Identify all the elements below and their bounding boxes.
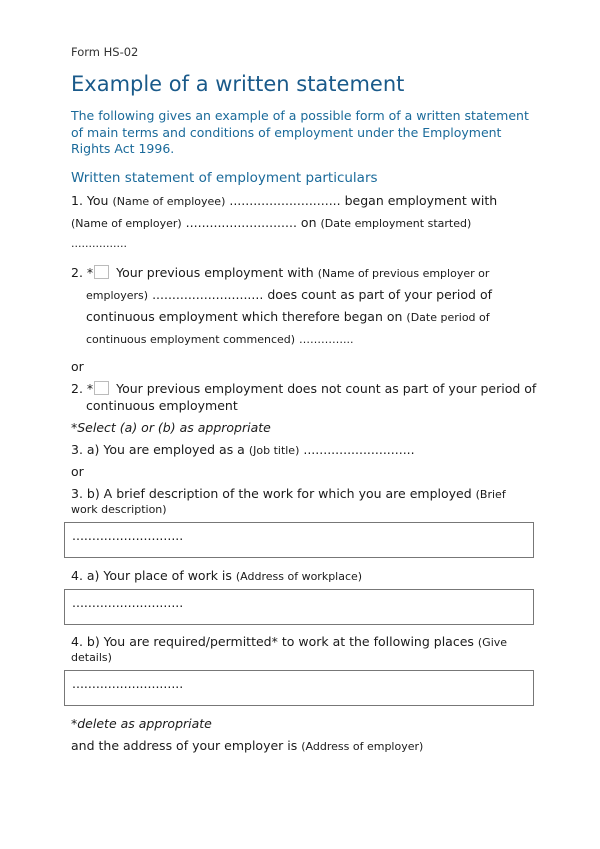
work-description-hint1: (Brief (475, 488, 506, 501)
or-separator-1: or (71, 359, 84, 374)
employer-address-hint: (Address of employer) (301, 740, 424, 753)
prev-employer-hint2: employers) (86, 289, 149, 302)
employee-name-field[interactable]: ............................ (229, 193, 341, 208)
or-separator-2: or (71, 464, 84, 479)
item4b-line1 (71, 634, 507, 649)
places-details-box[interactable] (64, 670, 534, 706)
item2a-text3: continuous employment which therefore began on (86, 309, 403, 324)
delete-note: *delete as appropriate (71, 716, 212, 731)
item1-began-text: began employment with (344, 193, 498, 208)
item1-prefix: 1. You (71, 193, 109, 208)
continuous-date-hint2: continuous employment commenced) (86, 333, 296, 346)
workplace-address-hint: (Address of workplace) (235, 570, 363, 583)
form-code: Form HS-02 (71, 45, 139, 59)
workplace-address-box[interactable] (64, 589, 534, 625)
workplace-address-dots: ............................ (72, 595, 184, 610)
item2a-text1: Your previous employment with (116, 265, 314, 280)
job-title-field[interactable]: ............................ (303, 442, 415, 457)
item2b-prefix: 2. * (71, 381, 94, 396)
item2a-line3 (86, 309, 490, 324)
item2b-checkbox[interactable] (94, 381, 109, 395)
item3b-text: 3. b) A brief description of the work for which you are employed (71, 486, 472, 501)
prev-employer-field[interactable]: ............................ (152, 287, 264, 302)
employer-address-line (71, 738, 423, 753)
prev-employer-hint1: (Name of previous employer or (317, 267, 490, 280)
item4a-text: 4. a) Your place of work is (71, 568, 232, 583)
item2b-text1: Your previous employment does not count as part of your period of (116, 381, 537, 396)
item3b-line1 (71, 486, 506, 501)
item4b-text: 4. b) You are required/permitted* to work at the following places (71, 634, 474, 649)
work-description-box[interactable] (64, 522, 534, 558)
work-description-hint2: work description) (71, 503, 167, 516)
start-date-field[interactable]: ................ (71, 237, 127, 250)
item2a-text2: does count as part of your period of (267, 287, 493, 302)
page-title: Example of a written statement (71, 72, 405, 96)
continuous-date-hint1: (Date period of (406, 311, 490, 324)
select-note: *Select (a) or (b) as appropriate (71, 420, 271, 435)
intro-paragraph: The following gives an example of a possible form of a written statement of main terms and conditions of employment under the Employment Rights Act 1996. (71, 108, 529, 156)
start-date-hint: (Date employment started) (320, 217, 472, 230)
item2a-prefix: 2. * (71, 265, 94, 280)
item3a-text: 3. a) You are employed as a (71, 442, 245, 457)
section-title: Written statement of employment particulars (71, 170, 378, 186)
places-details-hint1: (Give (477, 636, 508, 649)
item4a-line (71, 568, 362, 583)
item2b-line1 (71, 381, 536, 396)
item3a-line (71, 442, 415, 457)
continuous-date-field[interactable]: …………... (299, 333, 354, 346)
item1-line2 (71, 215, 471, 230)
item2a-checkbox[interactable] (94, 265, 109, 279)
employer-address-text: and the address of your employer is (71, 738, 298, 753)
places-details-hint2: details) (71, 651, 112, 664)
job-title-hint: (Job title) (248, 444, 300, 457)
work-description-dots: ............................ (72, 528, 184, 543)
item2b-text2: continuous employment (86, 398, 238, 413)
item2a-line4 (86, 331, 354, 346)
employer-name-hint: (Name of employer) (71, 217, 182, 230)
employee-name-hint: (Name of employee) (112, 195, 226, 208)
item2a-line2 (86, 287, 492, 302)
places-details-dots: ............................ (72, 676, 184, 691)
item1-on-text: on (300, 215, 317, 230)
item2a-line1 (71, 265, 489, 280)
item1-line1 (71, 193, 497, 208)
employer-name-field[interactable]: ............................ (185, 215, 297, 230)
